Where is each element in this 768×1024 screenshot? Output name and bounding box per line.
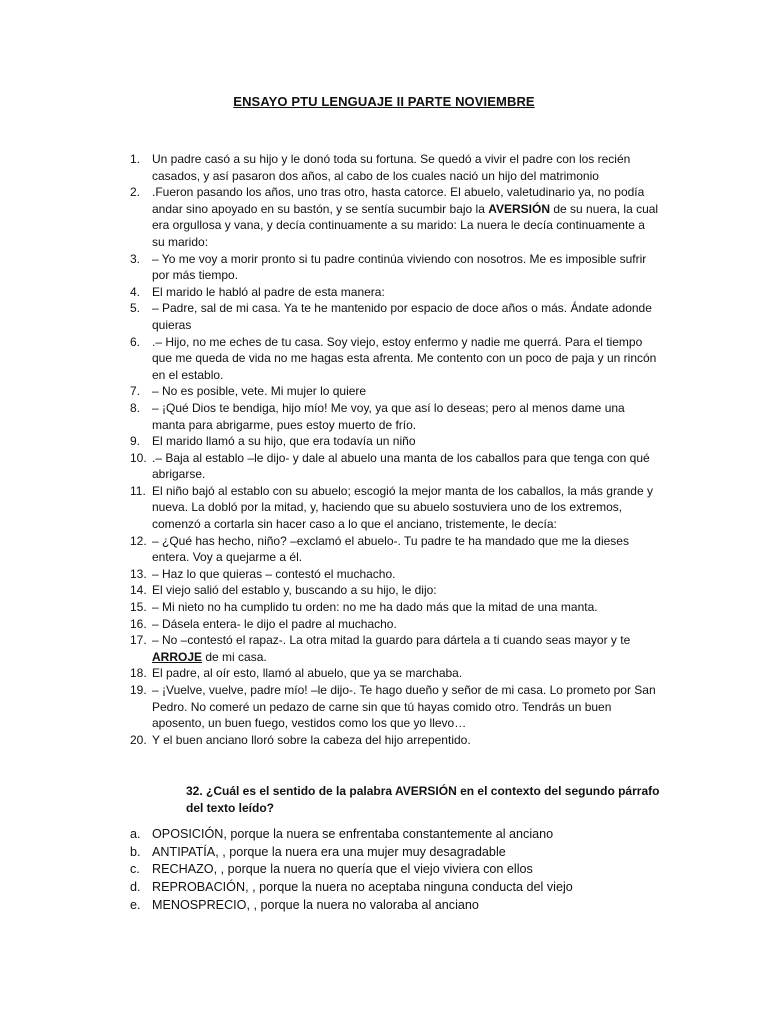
paragraph-number: 15. bbox=[130, 600, 147, 615]
paragraph-item bbox=[130, 533, 660, 566]
paragraph-number: 7. bbox=[130, 384, 141, 399]
paragraph-number: 4. bbox=[130, 284, 141, 299]
option-letter: e. bbox=[130, 897, 141, 912]
paragraph-item bbox=[130, 400, 660, 433]
paragraph-text: – Yo me voy a morir pronto si tu padre continúa viviendo con nosotros. Me es imposible sufrir por más tiempo. bbox=[152, 251, 647, 283]
paragraph-number: 13. bbox=[130, 566, 147, 581]
paragraph-item bbox=[130, 732, 660, 749]
paragraph-item bbox=[130, 665, 660, 682]
paragraph-number: 6. bbox=[130, 334, 141, 349]
paragraph-text: – No es posible, vete. Mi mujer lo quiere bbox=[152, 384, 367, 399]
answer-option[interactable] bbox=[130, 844, 670, 862]
answer-option[interactable] bbox=[130, 879, 670, 897]
paragraph-item bbox=[130, 334, 660, 384]
paragraph-text: Un padre casó a su hijo y le donó toda su fortuna. Se quedó a vivir el padre con los recién casados, y así pasaron dos años, al cabo de los cuales nació un hijo del matrimonio bbox=[152, 152, 631, 183]
option-letter: d. bbox=[130, 880, 141, 895]
paragraph-text: – No –contestó el rapaz-. La otra mitad la guardo para dártela a ti cuando seas mayor y te bbox=[152, 633, 631, 648]
paragraph-number: 10. bbox=[130, 450, 147, 465]
option-text: REPROBACIÓN, , porque la nuera no aceptaba ninguna conducta del viejo bbox=[152, 880, 573, 895]
paragraph-item bbox=[130, 483, 660, 533]
option-letter: b. bbox=[130, 844, 141, 859]
paragraph-item bbox=[130, 682, 660, 732]
paragraph-number: 1. bbox=[130, 152, 141, 166]
paragraph-number: 19. bbox=[130, 683, 147, 697]
paragraph-number: 16. bbox=[130, 616, 147, 631]
paragraph-text: – Padre, sal de mi casa. Ya te he mantenido por espacio de doce años o más. Ándate adonde quieras bbox=[152, 301, 652, 332]
paragraph-text: El niño bajó al establo con su abuelo; escogió la mejor manta de los caballos, la más grande y nueva. La dobló por la mitad, y, haciendo que su abuelo sostuviera uno de los extremos, comenzó a cortarla sin hacer caso a lo que el anciano, tristemente, le decía: bbox=[152, 483, 653, 532]
paragraph-item bbox=[130, 300, 660, 333]
paragraph-number: 8. bbox=[130, 400, 141, 415]
paragraph-text: Y el buen anciano lloró sobre la cabeza del hijo arrepentido. bbox=[152, 732, 471, 747]
paragraph-item bbox=[130, 433, 660, 450]
document-title: ENSAYO PTU LENGUAJE II PARTE NOVIEMBRE bbox=[233, 94, 535, 109]
paragraph-text: – ¡Vuelve, vuelve, padre mío! –le dijo-. Te hago dueño y señor de mi casa. Lo prometo por San Pedro. No comeré un pedazo de carne sin que tú hayas comido otro. Tendrás un buen aposento, un buen fuego, vestidos como los que yo llevo… bbox=[152, 683, 656, 731]
paragraph-item bbox=[130, 632, 660, 665]
paragraph-text: de mi casa. bbox=[202, 649, 267, 664]
option-text: RECHAZO, , porque la nuera no quería que el viejo viviera con ellos bbox=[152, 862, 533, 877]
paragraph-text: – Dásela entera- le dijo el padre al muchacho. bbox=[152, 616, 397, 631]
paragraph-text: El padre, al oír esto, llamó al abuelo, que ya se marchaba. bbox=[152, 666, 463, 681]
option-text: MENOSPRECIO, , porque la nuera no valoraba al anciano bbox=[152, 897, 479, 912]
paragraph-item bbox=[130, 599, 660, 616]
paragraph-text: de su nuera, la cual era orgullosa y vana, y decía continuamente a su marido: La nuera le decía continuamente a su marido: bbox=[152, 201, 659, 249]
paragraph-item bbox=[130, 284, 660, 301]
paragraph-text: – Mi nieto no ha cumplido tu orden: no me ha dado más que la mitad de una manta. bbox=[152, 600, 598, 615]
answer-options bbox=[130, 826, 670, 915]
answer-option[interactable] bbox=[130, 897, 670, 915]
paragraph-item bbox=[130, 450, 660, 483]
paragraph-number: 20. bbox=[130, 732, 147, 747]
paragraph-item bbox=[130, 582, 660, 599]
paragraph-number: 18. bbox=[130, 666, 147, 681]
paragraph-text: – ¡Qué Dios te bendiga, hijo mío! Me voy, ya que así lo deseas; pero al menos dame una manta para abrigarme, pues estoy muerto de frío. bbox=[152, 400, 625, 432]
paragraph-item bbox=[130, 383, 660, 400]
paragraph-number: 17. bbox=[130, 633, 147, 648]
paragraph-number: 9. bbox=[130, 434, 141, 449]
option-letter: c. bbox=[130, 862, 140, 877]
paragraph-text: – Haz lo que quieras – contestó el muchacho. bbox=[152, 566, 396, 581]
paragraph-item bbox=[130, 184, 660, 250]
paragraph-item bbox=[130, 151, 660, 184]
option-text: OPOSICIÓN, porque la nuera se enfrentaba constantemente al anciano bbox=[152, 827, 554, 841]
paragraph-number: 3. bbox=[130, 251, 141, 266]
paragraph-number: 14. bbox=[130, 583, 147, 598]
keyword-arroje: ARROJE bbox=[152, 649, 203, 664]
paragraph-text: El marido llamó a su hijo, que era todavía un niño bbox=[152, 434, 416, 449]
paragraph-text: .– Baja al establo –le dijo- y dale al abuelo una manta de los caballos para que tenga con qué abrigarse. bbox=[152, 450, 650, 482]
paragraph-text: El marido le habló al padre de esta manera: bbox=[152, 284, 385, 299]
story-paragraph-list bbox=[130, 151, 660, 748]
answer-option[interactable] bbox=[130, 861, 670, 879]
paragraph-item bbox=[130, 566, 660, 583]
paragraph-number: 2. bbox=[130, 185, 141, 200]
paragraph-number: 5. bbox=[130, 301, 141, 316]
question-prompt: 32. ¿Cuál es el sentido de la palabra AVERSIÓN en el contexto del segundo párrafo del texto leído? bbox=[186, 784, 660, 815]
paragraph-text: .– Hijo, no me eches de tu casa. Soy viejo, estoy enfermo y nadie me querrá. Para el tiempo que me queda de vida no me hagas esta afrenta. Me contento con un poco de paja y un rincón en el establo. bbox=[152, 334, 657, 382]
paragraph-item bbox=[130, 251, 660, 284]
paragraph-text: .Fueron pasando los años, uno tras otro, hasta catorce. El abuelo, valetudinario ya, no podía andar sino apoyado en su bastón, y se sentía sucumbir bajo la bbox=[152, 185, 645, 216]
paragraph-item bbox=[130, 616, 660, 633]
paragraph-number: 12. bbox=[130, 533, 147, 548]
option-text: ANTIPATÍA, , porque la nuera era una mujer muy desagradable bbox=[152, 844, 506, 859]
paragraph-text: El viejo salió del establo y, buscando a su hijo, le dijo: bbox=[152, 583, 437, 598]
keyword-aversion: AVERSIÓN bbox=[488, 201, 551, 216]
answer-option[interactable] bbox=[130, 826, 670, 844]
paragraph-number: 11. bbox=[130, 483, 146, 498]
paragraph-text: – ¿Qué has hecho, niño? –exclamó el abuelo-. Tu padre te ha mandado que me la dieses entera. Voy a quejarme a él. bbox=[152, 533, 629, 565]
option-letter: a. bbox=[130, 827, 141, 841]
